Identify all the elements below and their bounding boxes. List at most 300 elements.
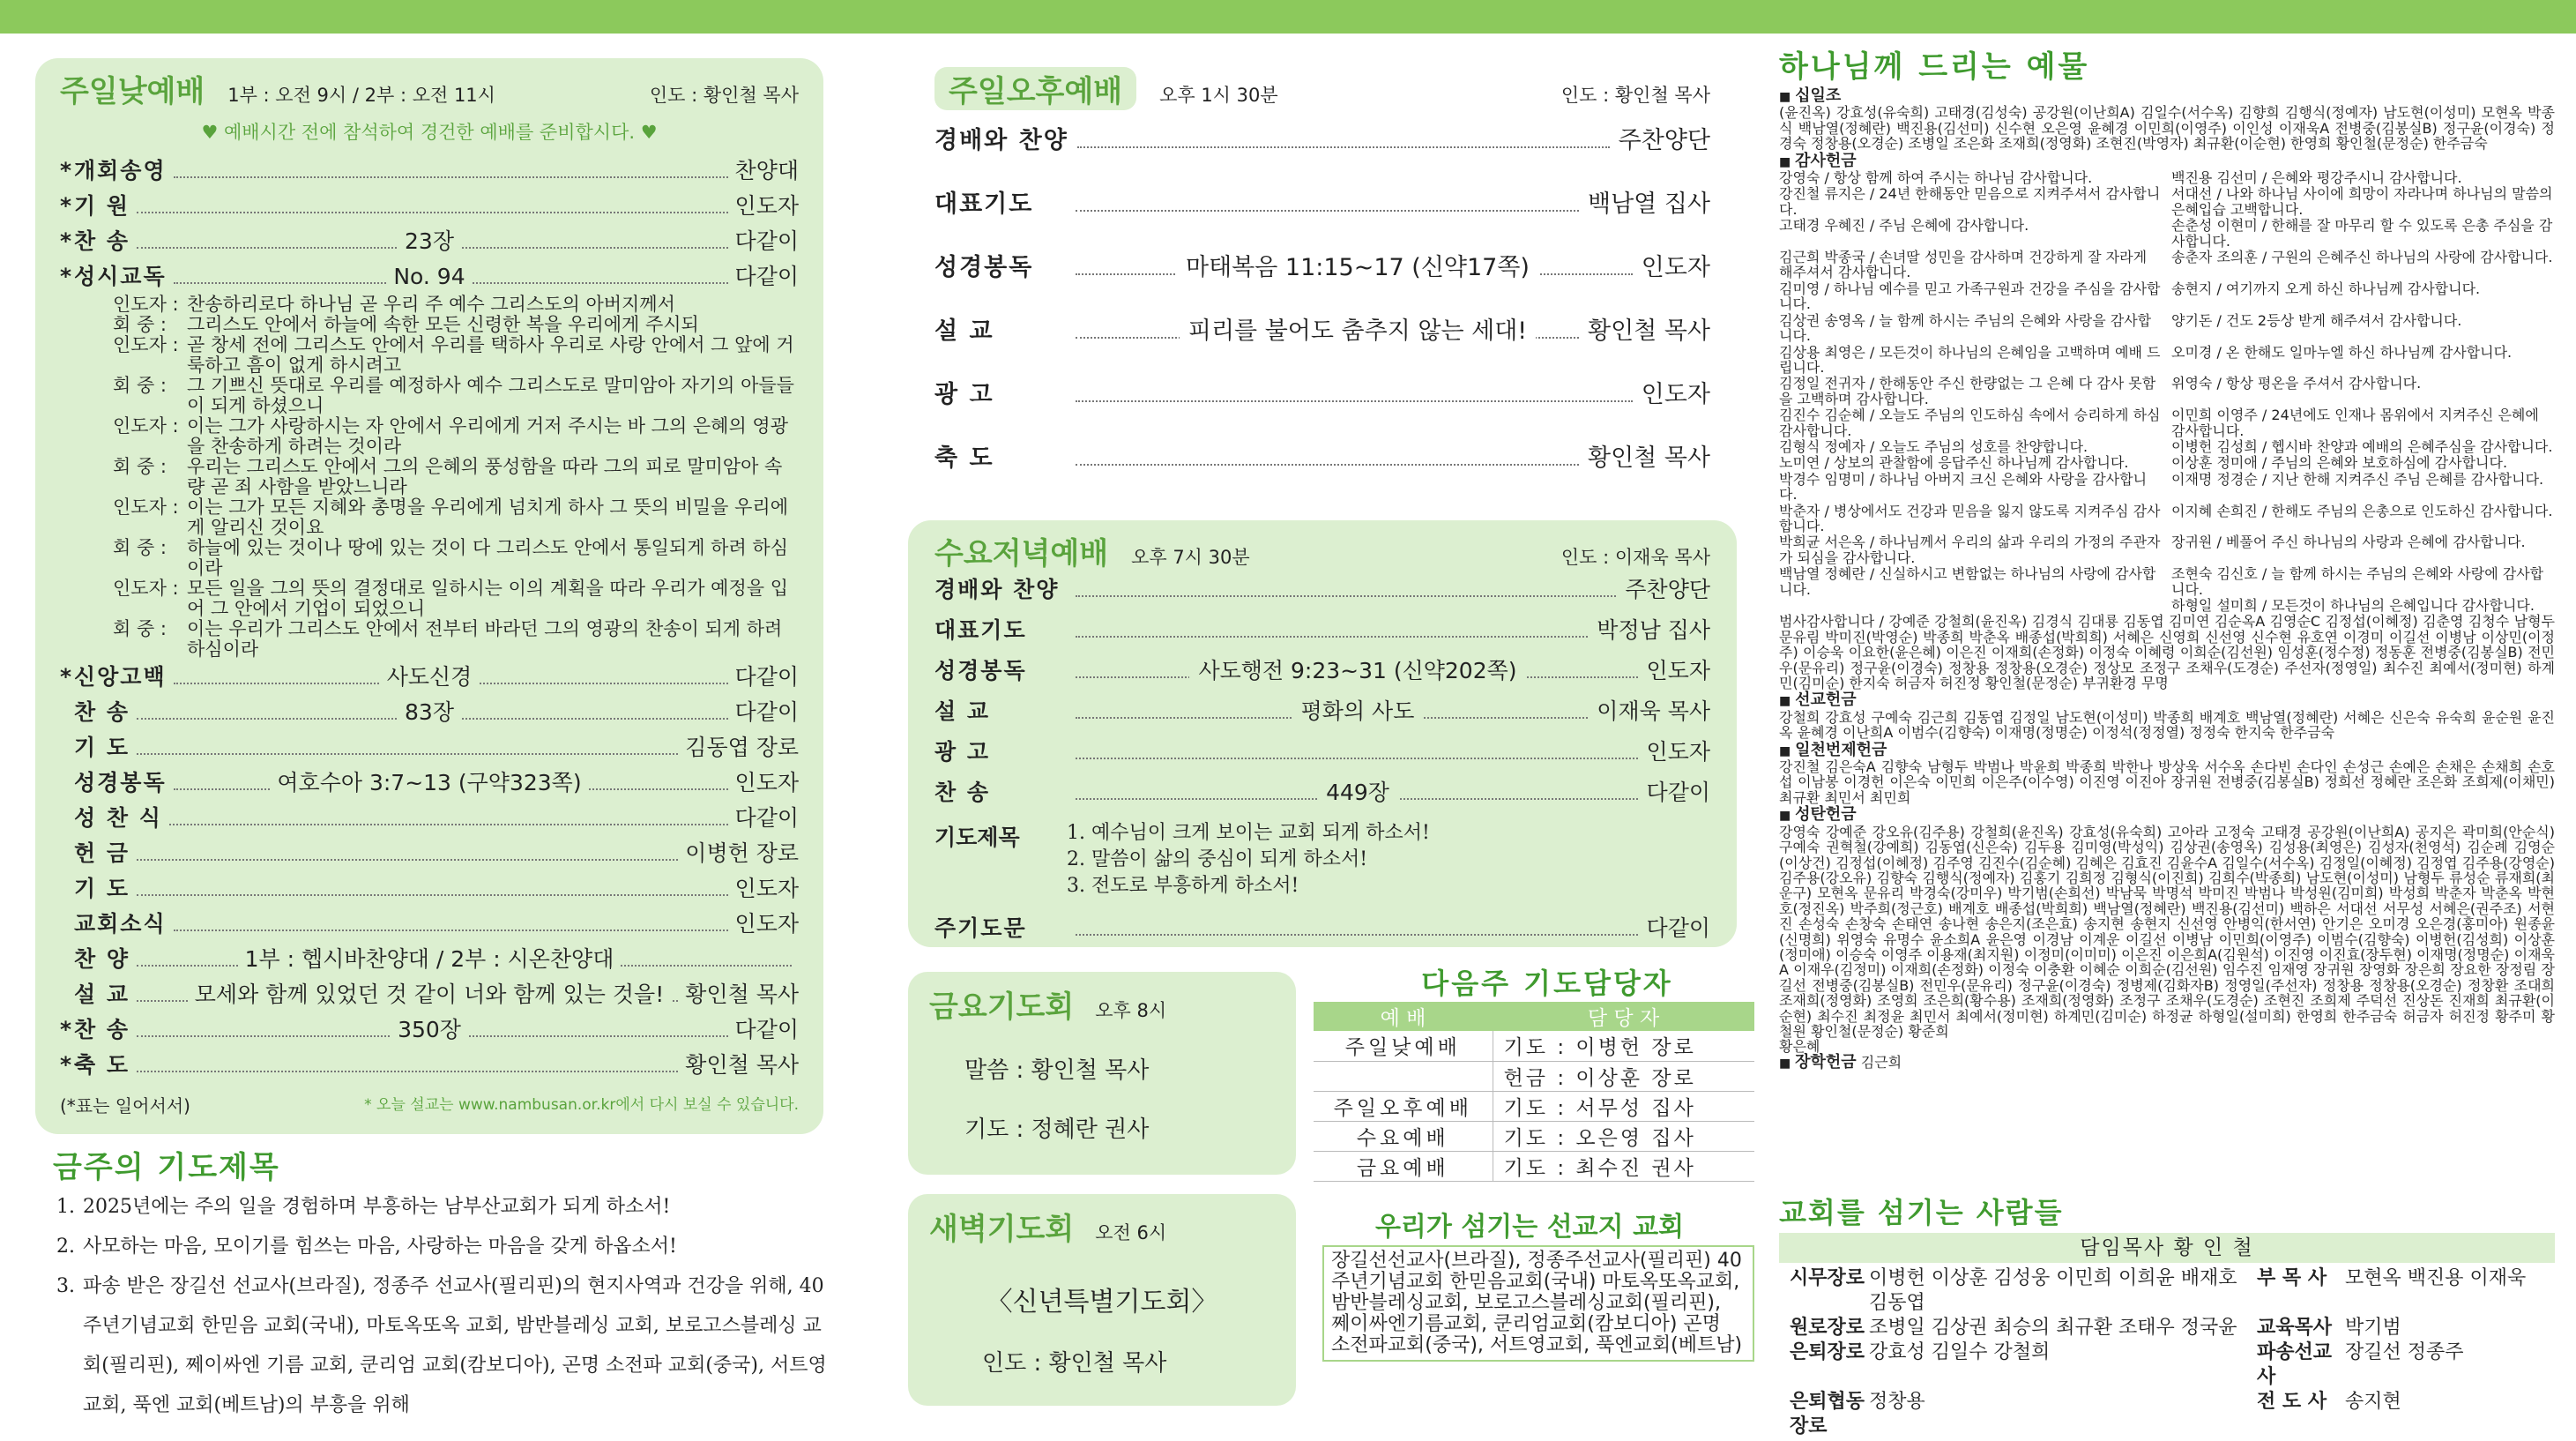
dotted-leader (174, 788, 728, 790)
responsive-speaker: 회 중 : (113, 314, 167, 335)
order-row (60, 224, 799, 259)
order-item-person: 다같이 (734, 664, 799, 690)
service-item-name: 찬 송 (934, 780, 991, 805)
next-week-row (1314, 1151, 1754, 1181)
order-item-name: 기 원 (74, 193, 130, 219)
oneone-label: ■ 일천번제헌금 (1779, 743, 2555, 759)
service-item-detail (1093, 300, 1622, 363)
afternoon-service-box (908, 58, 1737, 513)
order-item-detail (60, 765, 799, 801)
order-item-detail-text: 83장 (398, 699, 461, 725)
prayer-title: 금주의 기도제목 (53, 1150, 280, 1185)
order-item-name: 찬 송 (74, 699, 130, 725)
goals-label: 기도제목 (934, 825, 1020, 850)
next-week-service: 수요예배 (1314, 1121, 1493, 1151)
standing-note: (*표는 일어서서) (60, 1095, 190, 1116)
responsive-line (113, 619, 799, 660)
people-names: 박기범 (2345, 1317, 2401, 1339)
people-row (1790, 1340, 2557, 1390)
dawn-time: 오전 6시 (1095, 1222, 1167, 1243)
prayer-text: 파송 받은 장길선 선교사(브라질), 정종주 선교사(필리핀)의 현지사역과 건강을 위해, 40주년기념교회 한믿음 교회(국내), 마토옥또옥 교회, 밤반블레싱 교회, 보로고스블레싱 교회(필리핀), 쩨이싸엔 기름 교회, 쿤리엄 교회(캄보디아), 곤명 소전파 교회(중국), 서트영 교회, 푹엔 교회(베트남)의 부흥을 위해 (83, 1275, 827, 1416)
dotted-leader (1077, 146, 1610, 148)
order-item-person: 다같이 (734, 264, 799, 289)
service-item-name: 설 교 (934, 698, 991, 724)
order-item-person: 다같이 (734, 805, 799, 831)
service-row (934, 691, 1710, 732)
service-row (934, 363, 1710, 427)
next-week-person: 기도 : 오은영 집사 (1493, 1121, 1754, 1151)
dawn-special: 〈신년특별기도회〉 (986, 1287, 1218, 1318)
responsive-speaker: 인도자 : (113, 294, 179, 315)
service-item-name: 대표기도 (934, 617, 1027, 643)
order-mark: * (60, 228, 72, 254)
mission-title: 우리가 섬기는 선교지 교회 (1374, 1212, 1685, 1243)
afternoon-order (934, 109, 1710, 490)
oneone-list: 강진철 김은숙A 김향숙 남형두 박범나 박윤희 박종희 박한나 방상욱 서수옥 손다빈 손다인 손성근 손예은 손채은 손채희 손호섭 이남봉 이경헌 이은숙 이민희 이은주(이수영) 이진영 이진아 장귀원 전병중(김봉실B) 정희선 정혜란 조은화 조희제(이채민) 최규환 최민서 최민희 (1779, 758, 2555, 806)
order-item-detail (60, 695, 799, 730)
order-item-detail (60, 660, 799, 695)
order-item-person: 황인철 목사 (685, 982, 799, 1007)
order-item-person: 인도자 (734, 193, 799, 219)
dotted-leader (1076, 400, 1633, 402)
thanks-entry: 김상용 최영은 / 모든것이 하나님의 은혜임을 고백하며 예배 드립니다. (1779, 343, 2161, 376)
responsive-line (113, 335, 799, 376)
dotted-leader (174, 282, 728, 284)
people-row (1790, 1266, 2557, 1316)
thanks-entry: 장귀원 / 베풀어 주신 하나님의 사랑과 은혜에 감사합니다. (2171, 534, 2526, 551)
next-week-table (1314, 1002, 1754, 1182)
order-row (60, 765, 799, 801)
thanks-entry: 오미경 / 온 한해도 일마누엘 하신 하나님께 감사합니다. (2171, 343, 2513, 361)
thanks-entry: 위영숙 / 항상 평온을 주셔서 감사합니다. (2171, 375, 2422, 392)
friday-box (908, 972, 1296, 1175)
service-item-name: 광 고 (934, 739, 991, 765)
thanks-label: ■ 감사헌금 (1779, 153, 2555, 170)
sunday-header (60, 58, 799, 113)
service-row (934, 173, 1710, 236)
thanks-entry: 하형일 설미희 / 모든것이 하나님의 은혜입니다 감사합니다. (2171, 597, 2535, 614)
thanks-entry: 이병헌 김성희 / 헵시바 찬양과 예배의 은혜주심을 감사합니다. (2171, 437, 2553, 455)
goals-list (1067, 820, 1430, 900)
lords-prayer-label: 주기도문 (934, 915, 1027, 941)
service-item-name: 광 고 (934, 381, 994, 408)
service-row (934, 773, 1710, 813)
afternoon-title: 주일오후예배 (934, 67, 1136, 110)
service-item-person: 이재욱 목사 (1597, 698, 1710, 724)
next-week-row (1314, 1031, 1754, 1061)
dotted-leader (137, 1035, 728, 1037)
service-item-name: 성경봉독 (934, 658, 1027, 683)
senior-pastor: 담임목사 황 인 철 (1779, 1233, 2555, 1263)
thanks-entry: 조현숙 김신호 / 늘 함께 하시는 주님의 은혜와 사랑에 감사합니다. (2171, 565, 2544, 598)
people-role: 파송선교사 (2257, 1341, 2333, 1388)
friday-header (929, 982, 1275, 1026)
scholarship-name: 김근희 (1860, 1053, 1902, 1071)
order-mark: * (60, 158, 72, 183)
responsive-text: 이는 그가 모든 지혜와 총명을 우리에게 넘치게 하사 그 뜻의 비밀을 우리에게 알리신 것이요 (187, 497, 789, 538)
people-grid (1790, 1266, 2557, 1439)
thanks-entry: 송춘자 조의훈 / 구원의 은혜주신 하나님의 사랑에 감사합니다. (2171, 249, 2553, 266)
responsive-text: 이는 우리가 그리스도 안에서 전부터 바라던 그의 영광의 찬송이 되게 하려 하심이라 (187, 618, 783, 660)
responsive-speaker: 회 중 : (113, 375, 167, 396)
next-week-person: 기도 : 최수진 권사 (1493, 1151, 1754, 1181)
order-mark: * (60, 664, 72, 690)
service-row (934, 109, 1710, 173)
order-row (60, 189, 799, 224)
people-role: 전 도 사 (2257, 1391, 2327, 1413)
friday-prayer: 기도 : 정혜란 권사 (964, 1116, 1150, 1143)
service-item-person: 백남열 집사 (1588, 190, 1710, 218)
order-item-name: 축 도 (74, 1052, 130, 1078)
service-item-name: 대표기도 (934, 190, 1034, 218)
thanks-entry: 이상훈 정미애 / 주님의 은혜와 보호하심에 감사합니다. (2171, 454, 2508, 472)
dotted-leader (174, 930, 728, 931)
order-item-name: 성시교독 (74, 264, 167, 289)
order-item-name: 헌 금 (74, 840, 130, 866)
top-green-bar (0, 0, 2576, 34)
dotted-leader (137, 894, 728, 896)
christmas-extra: 황은혜 (1779, 1038, 1820, 1056)
service-item-person: 주찬양단 (1625, 577, 1710, 602)
dawn-leader: 인도 : 황인철 목사 (982, 1350, 1167, 1377)
prayer-number: 3. (56, 1275, 75, 1297)
afternoon-header (934, 58, 1710, 109)
thanks-entry: 김정일 전귀자 / 한해동안 주신 한량없는 그 은혜 다 감사 못함을 고백하며 감사합니다. (1779, 375, 2156, 407)
people-names: 강효성 김일수 강철희 (1869, 1341, 2051, 1363)
lords-prayer-row (934, 908, 1710, 949)
order-item-name: 신앙고백 (74, 664, 167, 690)
service-row (934, 236, 1710, 300)
responsive-speaker: 회 중 : (113, 456, 167, 477)
thanks-entry: 김진수 김순혜 / 오늘도 주님의 인도하심 속에서 승리하게 하심 감사합니다. (1779, 407, 2161, 439)
dotted-leader (1076, 595, 1616, 597)
service-row (934, 427, 1710, 490)
service-item-name: 설 교 (934, 317, 994, 345)
thanks-entry: 김근희 박종국 / 손녀딸 성민을 감사하며 건강하게 잘 자라게 해주셔서 감사합니다. (1779, 249, 2148, 281)
people-row (1790, 1316, 2557, 1340)
next-week-service: 금요예배 (1314, 1151, 1493, 1181)
service-item-name: 축 도 (934, 444, 994, 472)
order-item-detail-text: 여호수아 3:7~13 (구약323쪽) (270, 770, 588, 795)
service-item-detail (1093, 236, 1622, 300)
order-item-name: 찬 송 (74, 1017, 130, 1042)
people-names: 조병일 김상권 최승의 최규환 조태우 정국윤 (1869, 1317, 2237, 1339)
dotted-leader (137, 965, 792, 967)
dotted-leader (174, 683, 728, 684)
order-item-name: 개회송영 (74, 158, 167, 183)
next-week-person: 기도 : 서무성 집사 (1493, 1091, 1754, 1121)
thanks-entry: 김상권 송영옥 / 늘 함께 하시는 주님의 은혜와 사랑을 감사합니다. (1779, 311, 2152, 345)
responsive-text: 이는 그가 사랑하시는 자 안에서 우리에게 거저 주시는 바 그의 은혜의 영광을 찬송하게 하려는 것이라 (187, 415, 789, 457)
dotted-leader (137, 753, 678, 755)
next-week-row (1314, 1061, 1754, 1091)
thanks-entry: 노미연 / 상보의 관찰함에 응답주신 하나님께 감사합니다. (1779, 454, 2129, 472)
sunday-title: 주일낮예배 (60, 74, 205, 109)
people-names: 장길선 정종주 (2345, 1341, 2464, 1363)
order-item-person: 다같이 (734, 1017, 799, 1042)
order-row (60, 907, 799, 942)
service-item-person: 인도자 (1646, 739, 1710, 765)
service-item-detail-text: 마태복음 11:15~17 (신약17쪽) (1177, 254, 1538, 281)
order-row (60, 259, 799, 295)
wednesday-leader: 인도 : 이재욱 목사 (1560, 547, 1710, 568)
thanks-entry: 강진철 류지은 / 24년 한해동안 믿음으로 지켜주셔서 감사합니다. (1779, 185, 2161, 218)
friday-time: 오후 8시 (1095, 1000, 1167, 1021)
responsive-speaker: 인도자 : (113, 578, 179, 599)
service-row (934, 651, 1710, 691)
mission-text: 장길선선교사(브라질), 정종주선교사(필리핀) 40주년기념교회 한믿음교회(국내) 마토옥또옥교회, 밤반블레싱교회, 보로고스블레싱교회(필리핀), 쩨이싸엔기름교회, 쿤리엄교회(캄보디아) 곤명 소전파교회(중국), 서트영교회, 푹엔교회(베트남) (1322, 1245, 1754, 1362)
service-row (934, 300, 1710, 363)
next-week-service: 주일낮예배 (1314, 1031, 1493, 1061)
dotted-leader (1076, 464, 1579, 466)
dawn-header (929, 1205, 1275, 1248)
order-item-name: 찬 송 (74, 228, 130, 254)
responsive-line (113, 315, 799, 335)
thanks-entry: 이재명 정경순 / 지난 한해 지켜주신 주님 은혜를 감사합니다. (2171, 470, 2544, 488)
order-item-person: 찬양대 (734, 158, 799, 183)
next-week-row (1314, 1121, 1754, 1151)
order-item-person: 황인철 목사 (685, 1052, 799, 1078)
order-item-person: 김동엽 장로 (685, 735, 799, 760)
responsive-speaker: 회 중 : (113, 618, 167, 639)
service-item-person: 다같이 (1646, 780, 1710, 805)
sunday-order-bottom (60, 660, 799, 1083)
order-row (60, 660, 799, 695)
people-row (1790, 1390, 2557, 1439)
service-item-person: 황인철 목사 (1588, 444, 1710, 472)
dotted-leader (137, 718, 728, 720)
thanks-entry: 이민희 이영주 / 24년에도 인재나 몸위에서 지켜주신 은혜에 감사합니다. (2171, 407, 2539, 439)
people-role: 원로장로 (1790, 1317, 1865, 1339)
people-names: 정창용 (1869, 1391, 1925, 1413)
order-item-detail-text: 1부 : 헵시바찬양대 / 2부 : 시온찬양대 (238, 946, 622, 972)
order-row (60, 730, 799, 765)
dotted-leader (1076, 210, 1579, 212)
next-week-head-person: 담 당 자 (1493, 1002, 1754, 1031)
next-week-head-row (1314, 1002, 1754, 1031)
sunday-service-box (35, 58, 823, 1134)
scholarship-row (1779, 1052, 2555, 1071)
people-role: 은퇴협동장로 (1790, 1391, 1865, 1437)
wednesday-header (934, 520, 1710, 570)
people-role: 은퇴장로 (1790, 1341, 1865, 1363)
goal-item: 3. 전도로 부흥하게 하소서! (1067, 875, 1299, 897)
dotted-leader (169, 824, 728, 825)
offering-title: 하나님께 드리는 예물 (1779, 49, 2090, 85)
service-item-person: 인도자 (1641, 254, 1710, 281)
thanks-entry: 백진용 김선미 / 은혜와 평강주시니 감사합니다. (2171, 169, 2462, 187)
dotted-leader (1076, 636, 1588, 638)
order-item-detail (60, 942, 799, 977)
offering-body (1779, 86, 2555, 1071)
order-item-name: 찬 양 (74, 946, 130, 972)
order-row (60, 871, 799, 907)
thanks-entry: 손춘성 이현미 / 한해를 잘 마무리 할 수 있도록 은총 주심을 감사합니다. (2171, 217, 2553, 250)
order-row (60, 153, 799, 189)
order-item-name: 기 도 (74, 876, 130, 901)
responsive-line (113, 579, 799, 619)
order-item-person: 인도자 (734, 770, 799, 795)
thanks-entry: 이지혜 손희진 / 한해도 주님의 은총으로 인도하신 감사합니다. (2171, 502, 2553, 519)
order-row (60, 1012, 799, 1048)
friday-title: 금요기도회 (929, 989, 1075, 1025)
service-row (934, 732, 1710, 773)
service-item-detail (1093, 651, 1622, 691)
service-item-name: 성경봉독 (934, 254, 1034, 281)
order-row (60, 1048, 799, 1083)
order-row (60, 836, 799, 871)
order-item-person: 인도자 (734, 876, 799, 901)
responsive-text: 하늘에 있는 것이나 땅에 있는 것이 다 그리스도 안에서 통일되게 하려 하심이라 (187, 537, 789, 579)
dotted-leader (137, 1071, 678, 1072)
order-item-name: 기 도 (74, 735, 130, 760)
afternoon-time: 오후 1시 30분 (1159, 85, 1278, 106)
order-row (60, 977, 799, 1012)
order-mark: * (60, 1052, 72, 1078)
people-role: 부 목 사 (2257, 1267, 2327, 1289)
mission-offering-list: 강철희 강효성 구예숙 김근희 김동엽 김정일 남도현(이성미) 박종희 배계호 백남열(정혜란) 서혜은 신은숙 유숙희 윤순원 윤진옥 윤혜경 이난희A 이범수(김향숙) 이재명(정명순) 이정석(정정열) 정정숙 한지숙 한주금숙 (1779, 708, 2555, 742)
service-item-detail-text: 피리를 불어도 춤추지 않는 세대! (1180, 317, 1536, 345)
service-row (934, 610, 1710, 651)
order-item-detail (60, 1012, 799, 1048)
order-mark: * (60, 264, 72, 289)
dotted-leader (1076, 934, 1638, 936)
prayer-item (56, 1227, 832, 1266)
tithe-list: (윤진옥) 강효성(유숙희) 고태경(김성숙) 공강원(이난희A) 김일수(서수옥) 김향희 김행식(정예자) 남도현(이성미) 모현옥 박종식 백남열(정혜란) 백진용(김선미) 신수현 오은영 윤혜경 이민희(이영주) 이인성 이재욱A 전병중(김봉실B) 정구윤(이경숙) 정경숙 정창용(오경순) 조병일 조은화 조재희(정영화) 조현진(박영자) 최규환(이순현) 한영희 황인철(문정순) 한주금숙 (1779, 104, 2555, 153)
service-item-detail-text: 사도행전 9:23~31 (신약202쪽) (1189, 658, 1525, 683)
prayer-text: 사모하는 마음, 모이기를 힘쓰는 마음, 사랑하는 마음을 갖게 하옵소서! (83, 1236, 677, 1258)
next-week-row (1314, 1091, 1754, 1121)
people-names: 송지현 (2345, 1391, 2401, 1413)
service-item-person: 황인철 목사 (1588, 317, 1710, 345)
sunday-time: 1부 : 오전 9시 / 2부 : 오전 11시 (227, 85, 495, 106)
responsive-reading (60, 295, 799, 660)
dotted-leader (137, 1000, 678, 1002)
responsive-line (113, 457, 799, 497)
tithe-label: ■ 십일조 (1779, 88, 2555, 105)
prayer-list (56, 1187, 832, 1425)
service-item-person: 인도자 (1646, 658, 1710, 683)
prayer-item (56, 1187, 832, 1227)
responsive-text: 우리는 그리스도 안에서 그의 은혜의 풍성함을 따라 그의 피로 말미암아 속량 곧 죄 사함을 받았느니라 (187, 456, 783, 497)
dotted-leader (137, 212, 728, 213)
scholarship-label: ■ 장학헌금 (1779, 1053, 1857, 1071)
responsive-speaker: 인도자 : (113, 497, 179, 518)
responsive-text: 그리스도 안에서 하늘에 속한 모든 신령한 복을 우리에게 주시되 (187, 314, 699, 335)
service-row (934, 570, 1710, 610)
sunday-note: ♥ 예배시간 전에 참석하여 경건한 예배를 준비합시다. ♥ (201, 122, 658, 143)
order-row (60, 695, 799, 730)
dawn-box (908, 1194, 1296, 1406)
thanks-entry: 강영숙 / 항상 함께 하여 주시는 하나님 감사합니다. (1779, 169, 2093, 187)
next-week-service (1314, 1061, 1493, 1091)
responsive-line (113, 538, 799, 579)
people-role: 교육목사 (2257, 1317, 2333, 1339)
dotted-leader (174, 176, 728, 178)
responsive-speaker: 인도자 : (113, 334, 179, 355)
service-item-person: 박정남 집사 (1597, 617, 1710, 643)
responsive-line (113, 295, 799, 315)
order-row (60, 942, 799, 977)
service-item-person: 주찬양단 (1618, 127, 1710, 154)
order-item-detail (60, 224, 799, 259)
responsive-text: 곧 창세 전에 그리스도 안에서 우리를 택하사 우리로 사랑 안에서 그 앞에 거룩하고 흠이 없게 하시려고 (187, 334, 794, 376)
service-item-detail-text: 평화의 사도 (1292, 698, 1424, 724)
order-item-name: 교회소식 (74, 911, 167, 937)
prayer-item (56, 1266, 832, 1425)
next-week-person: 헌금 : 이상훈 장로 (1493, 1061, 1754, 1091)
thanks-entry: 박희균 서은옥 / 하나님께서 우리의 삶과 우리의 가정의 주관자가 되심을 감사합니다. (1779, 534, 2161, 566)
wednesday-service-box (908, 520, 1737, 947)
thanks-entry: 고태경 우혜진 / 주님 은혜에 감사합니다. (1779, 217, 2029, 235)
thanks-entry: 서대선 / 나와 하나님 사이에 희망이 자라나며 하나님의 말씀의 은혜입습 고백합니다. (2171, 185, 2553, 218)
lords-prayer-right: 다같이 (1646, 915, 1710, 941)
next-week-service: 주일오후예배 (1314, 1091, 1493, 1121)
thanks-entry: 김미영 / 하나님 예수를 믿고 가족구원과 건강을 주심을 감사합니다. (1779, 280, 2161, 313)
order-mark: * (60, 193, 72, 219)
thanks-entry (1779, 598, 2163, 613)
wednesday-title: 수요저녁예배 (934, 536, 1109, 571)
responsive-line (113, 416, 799, 457)
thanks-entry: 박경수 임명미 / 하나님 아버지 크신 은혜와 사랑을 감사합니다. (1779, 470, 2148, 504)
wednesday-time: 오후 7시 30분 (1131, 547, 1250, 568)
prayer-number: 1. (56, 1196, 75, 1218)
christmas-list: 강영숙 강예준 강오유(김주용) 강철희(윤진옥) 강효성(유숙희) 고아라 고정숙 고태경 공강원(이난희A) 공지은 곽미희(안순식) 구예숙 권혁철(강예희) 김동엽(신은숙) 김두용 김미영(박성익) 김상권(송영옥) 김성용(최영은) 김성자(천영석) 김순례 김영순(이상건) 김정섭(이혜정) 김주영 김진수(김순혜) 김혜은 김효진 김윤수A 김일수(서수옥) 김정일(이혜정) 김정엽 김주용(강영순) 김주용(강오유) 김향숙 김행식(정예자) 김홍기 김희정 김형식(이진희) 김희수(박종희) 남도현(이성미) 남형두 류성순 류재희(최운구) 모현옥 문유리 박경숙(강미우) 박기범(손희선) 박남묵 박명석 박미진 박범나 박성원(김미희) 박성희 박춘자 박춘옥 박현호(정진옥) 박주희(정근호) 배계호 배종섭(박희희) 백남열(정혜란) 백진용(김선미) 백하은 서대선 서무성 서혜은(권주조) 서현진 손성숙 손창숙 손태연 송나현 송은지(조은효) 송지현 송현지 신선영 안병익(한서연) 안기은 오미경 오은경(홍미아) 원종윤(신명희) 위영숙 유명수 윤소희A 윤은영 이경남 이계운 이길선 이병남 이민희(이영주) 이범수(김향숙) 이병헌(김성희) 이상훈(정미애) 이승숙 이영주 이용재(최지원) 이정미(이미미) 이은진 이은희A(김원석) 이진영 이진효(장두현) 이재명(정명순) 이재욱A 이재우(김정미) 이재희(손정화) 이정숙 이충환 이혜순 이희순(김선원) 임수진 임재영 장귀원 장영화 장은희 장요한 장정림 장길선 전병중(김봉실B) 전민우(문유리) 정구윤(이경숙) 정병제(김화자B) 정영일(주선자) 정창용 정창용(오경순) 정창환 조대희 조재희(정영화) 조영희 조은희(황수용) 조재희(정영화) 조정구 조채우(도경순) 조현진 조희제 주덕선 진상돈 진재희 최규환(이순현) 최수진 최정윤 최민서 최예서(정미현) 하계민(김미순) 하정균 하형일(설미희) 한영희 한주금숙 허금자 허진정 황주미 황철원 황인철(문정순) 황준희 (1779, 823, 2555, 1040)
order-item-detail-text: 23장 (398, 228, 461, 254)
wednesday-goals (934, 820, 1710, 900)
people-names: 이병헌 이상훈 김성웅 이민희 이희윤 배재호 김동엽 (1869, 1267, 2237, 1314)
order-item-person: 이병헌 장로 (685, 840, 799, 866)
people-title: 교회를 섬기는 사람들 (1779, 1196, 2064, 1229)
dotted-leader (137, 859, 678, 861)
prayer-text: 2025년에는 주의 일을 경험하며 부흥하는 남부산교회가 되게 하소서! (83, 1196, 671, 1218)
responsive-text: 찬송하리로다 하나님 곧 우리 주 예수 그리스도의 아버지께서 (187, 294, 675, 315)
order-item-person: 다같이 (734, 699, 799, 725)
service-item-detail (1093, 773, 1622, 813)
order-item-detail (60, 259, 799, 295)
responsive-line (113, 497, 799, 538)
order-mark: * (60, 1017, 72, 1042)
wednesday-order (934, 570, 1710, 813)
thanks-entry: 양기돈 / 건도 2등상 받게 해주셔서 감사합니다. (2171, 311, 2462, 329)
next-week-rows (1314, 1031, 1754, 1181)
thanks-entry: 백남열 정혜란 / 신실하시고 변함없는 하나님의 사랑에 감사합니다. (1779, 565, 2156, 598)
prayer-number: 2. (56, 1236, 75, 1258)
next-week-head-service: 예 배 (1314, 1002, 1493, 1031)
website-note: * 오늘 설교는 www.nambusan.or.kr에서 다시 보실 수 있습니다. (364, 1096, 799, 1114)
order-item-detail-text: 사도신경 (380, 664, 480, 690)
thanks-entry: 김형식 정예자 / 오늘도 주님의 성호를 찬양합니다. (1779, 437, 2088, 455)
order-item-name: 성 찬 식 (74, 805, 162, 831)
thanks-entry: 박춘자 / 병상에서도 건강과 믿음을 잃지 않도록 지켜주심 감사합니다. (1779, 502, 2161, 534)
order-item-detail-text: No. 94 (386, 264, 472, 289)
people-role: 시무장로 (1790, 1267, 1865, 1289)
responsive-text: 그 기쁘신 뜻대로 우리를 예정하사 예수 그리스도로 말미암아 자기의 아들들이 되게 하셨으니 (187, 375, 794, 416)
order-item-person: 인도자 (734, 911, 799, 937)
dotted-leader (137, 247, 728, 249)
next-week-person: 기도 : 이병헌 장로 (1493, 1031, 1754, 1061)
order-item-person: 다같이 (734, 228, 799, 254)
christmas-label: ■ 성탄헌금 (1779, 807, 2555, 824)
thanks-extra: 범사감사합니다 / 강예준 강철희(윤진옥) 김경식 김대룡 김동엽 김미연 김순옥A 김영순C 김정섭(이혜정) 김춘영 김청수 남형두 문유림 박미진(박영순) 박종희 박춘옥 배종섭(박희희) 서혜은 신영희 신선영 신수현 유호연 이경미 이길선 이병남 이상민(이정주) 이승욱 이요한(윤은혜) 이은진 이재희(손정화) 이정숙 이혜령 이희순(김선원) 임성훈(정수정) 정동훈 전병중(김봉실B) 전민우(문유리) 정구윤(이경숙) 정창용 정창용(오경순) 정상모 조정구 조채우(도경순) 주선자(정영일) 최수진 최예서(정미현) 하계민(김미순) 한지숙 허금자 허진정 황인철(문정순) 부귀환경 무명 (1779, 613, 2555, 692)
order-item-detail-text: 350장 (391, 1017, 468, 1042)
service-item-person: 인도자 (1641, 381, 1710, 408)
dawn-title: 새벽기도회 (929, 1212, 1075, 1247)
responsive-text: 모든 일을 그의 뜻의 결정대로 일하시는 이의 계획을 따라 우리가 예정을 입어 그 안에서 기업이 되었으니 (187, 578, 789, 619)
people-names: 모현옥 백진용 이재욱 (2345, 1267, 2527, 1289)
dotted-leader (1076, 758, 1638, 759)
sunday-order-top (60, 153, 799, 295)
